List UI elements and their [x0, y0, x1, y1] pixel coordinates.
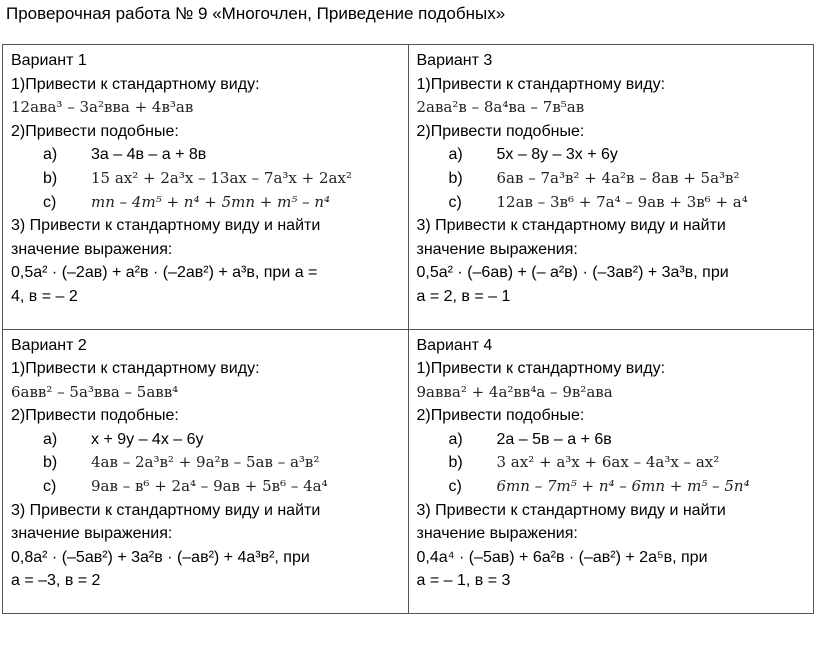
task1-label: 1)Привести к стандартному виду: [11, 75, 260, 93]
item-label: c) [43, 478, 57, 496]
table-row [3, 329, 814, 614]
task3-line2: значение выражения: [416, 525, 578, 543]
task3-expression: 0,5а² · (–2ав) + а²в · (–2ав²) + а³в, при а = [11, 264, 318, 282]
item-expression: 5х – 8у – 3х + 6у [496, 146, 618, 164]
variants-table [2, 44, 814, 614]
item-label: c) [448, 193, 462, 211]
variant-1-cell [3, 45, 409, 330]
table-row [3, 45, 814, 330]
task3-line1: 3) Привести к стандартному виду и найти [11, 217, 321, 235]
task3-values: а = 2, в = – 1 [416, 287, 511, 305]
task3-expression: 0,5а² · (–6ав) + (– а²в) · (–3ав²) + 3а³в, при [416, 264, 729, 282]
task1-expression: 9авва² + 4а²вв⁴а – 9в²ава [416, 382, 613, 401]
item-expression: 2а – 5в – а + 6в [496, 430, 612, 448]
item-expression: х + 9у – 4х – 6у [91, 430, 204, 448]
item-label: c) [448, 478, 462, 496]
task2-item-c [11, 475, 400, 499]
task2-label: 2)Привести подобные: [11, 122, 179, 140]
task2-item-c [417, 475, 806, 499]
item-label: a) [43, 430, 58, 448]
item-expression: 9ав – в⁶ + 2а⁴ – 9ав + 5в⁶ – 4а⁴ [91, 477, 328, 496]
variant-title: Вариант 1 [11, 52, 87, 69]
item-expression: 6ав – 7а³в² + 4а²в – 8ав + 5а³в² [496, 168, 740, 187]
task1-label: 1)Привести к стандартному виду: [11, 360, 260, 378]
item-label: b) [448, 169, 463, 187]
task2-label: 2)Привести подобные: [416, 407, 585, 425]
variant-3-cell [408, 45, 814, 330]
task2-item-a [11, 143, 400, 167]
item-label: c) [43, 193, 57, 211]
task2-item-a [417, 143, 806, 167]
task2-item-b [11, 167, 400, 191]
item-expression: 3 ах² + а³х + 6ах – 4а³х – ах² [496, 453, 720, 472]
task3-line2: значение выражения: [11, 525, 173, 543]
task2-item-a [11, 428, 400, 452]
task2-item-b [417, 451, 806, 475]
variant-2-cell [3, 329, 409, 614]
task3-expression: 0,4а⁴ · (–5ав) + 6а²в · (–ав²) + 2а⁵в, при [416, 548, 708, 566]
task3-expression: 0,8а² · (–5ав²) + 3а²в · (–ав²) + 4а³в², при [11, 548, 310, 566]
item-label: b) [43, 454, 58, 472]
item-label: a) [448, 430, 463, 448]
item-expression: mn – 4m⁵ + n⁴ + 5mn + m⁵ – n⁴ [91, 192, 331, 211]
task1-expression: 6авв² – 5а³вва – 5авв⁴ [11, 382, 179, 401]
item-label: b) [448, 454, 463, 472]
task3-line2: значение выражения: [416, 240, 578, 258]
variant-title: Вариант 4 [416, 336, 493, 354]
task2-item-b [11, 451, 400, 475]
task3-line2: значение выражения: [11, 240, 173, 258]
variant-title: Вариант 3 [416, 52, 493, 69]
task1-label: 1)Привести к стандартному виду: [416, 75, 666, 93]
page-title: Проверочная работа № 9 «Многочлен, Приведение подобных» [6, 4, 506, 23]
task2-item-c [417, 191, 806, 215]
task2-label: 2)Привести подобные: [416, 122, 585, 140]
variant-4-cell [408, 329, 814, 614]
item-label: a) [448, 146, 463, 164]
task1-expression: 2ава²в – 8а⁴ва – 7в⁵ав [416, 98, 585, 117]
task1-expression: 12ава³ – 3а²вва + 4в³ав [11, 98, 194, 117]
task2-item-b [417, 167, 806, 191]
task2-label: 2)Привести подобные: [11, 407, 179, 425]
task2-item-a [417, 428, 806, 452]
task3-values: а = –3, в = 2 [11, 572, 101, 590]
task3-values: 4, в = – 2 [11, 287, 78, 305]
variant-title: Вариант 2 [11, 336, 87, 354]
item-expression: 4ав – 2а³в² + 9а²в – 5ав – а³в² [91, 453, 320, 472]
task3-line1: 3) Привести к стандартному виду и найти [11, 501, 321, 519]
task3-line1: 3) Привести к стандартному виду и найти [416, 501, 726, 519]
task1-label: 1)Привести к стандартному виду: [416, 360, 666, 378]
task3-values: а = – 1, в = 3 [416, 572, 511, 590]
item-label: b) [43, 169, 58, 187]
task3-line1: 3) Привести к стандартному виду и найти [416, 217, 726, 235]
item-label: a) [43, 146, 58, 164]
item-expression: 12ав – 3в⁶ + 7а⁴ – 9ав + 3в⁶ + а⁴ [496, 192, 748, 211]
item-expression: 15 ах² + 2а³х – 13ах – 7а³х + 2ах² [91, 168, 352, 187]
task2-item-c [11, 191, 400, 215]
item-expression: 3а – 4в – а + 8в [91, 146, 207, 164]
item-expression: 6mn – 7m⁵ + n⁴ – 6mn + m⁵ – 5n⁴ [496, 477, 750, 496]
